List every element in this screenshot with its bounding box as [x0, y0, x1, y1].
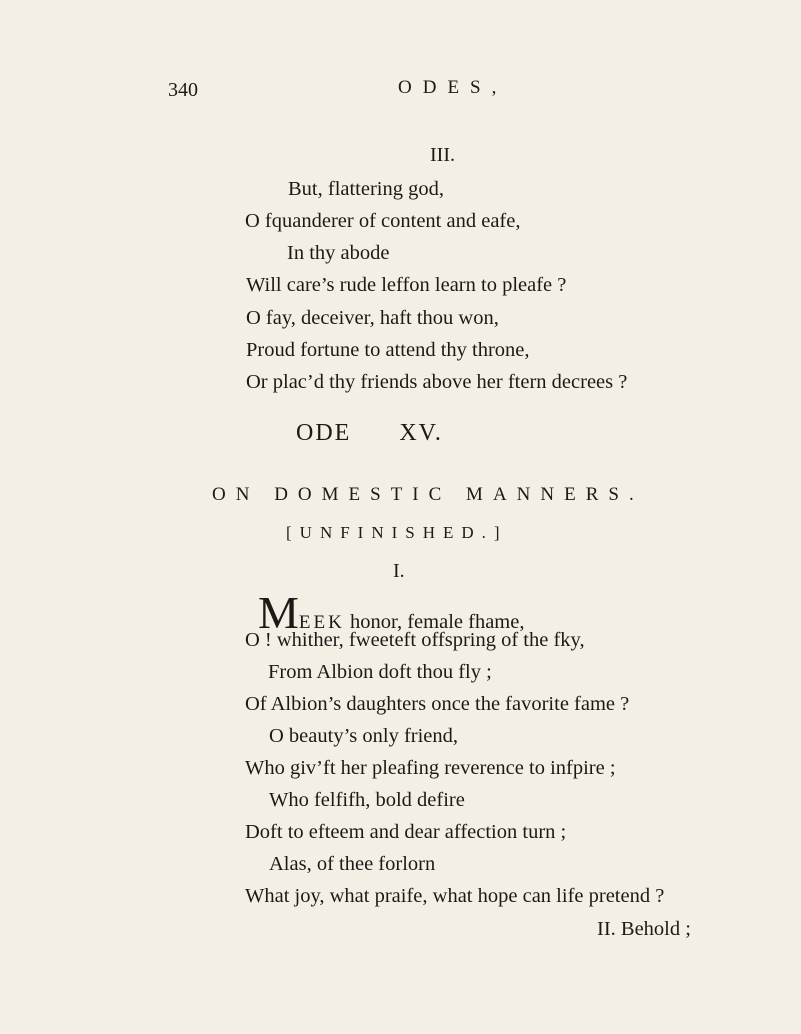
page-number: 340: [168, 79, 198, 101]
ode-subtitle: ON DOMESTIC MANNERS.: [212, 484, 644, 505]
verse-line: Alas, of thee forlorn: [269, 853, 436, 875]
ode-title: ODE XV.: [296, 420, 443, 446]
section-numeral-iii: III.: [430, 144, 455, 166]
verse-line: Or plac’d thy friends above her ftern decrees ?: [246, 371, 628, 393]
first-line-text: honor, female fhame,: [344, 611, 525, 633]
verse-line: What joy, what praife, what hope can life pretend ?: [245, 885, 665, 907]
drop-cap: M: [258, 587, 299, 638]
verse-line: O ! whither, fweeteft offspring of the fky,: [245, 629, 585, 651]
verse-line: Will care’s rude leffon learn to pleafe ?: [246, 274, 567, 296]
verse-line: O fquanderer of content and eafe,: [245, 210, 521, 232]
verse-line: Of Albion’s daughters once the favorite fame ?: [245, 693, 630, 715]
verse-line: But, flattering god,: [288, 178, 445, 200]
verse-line: O fay, deceiver, haft thou won,: [246, 307, 499, 329]
verse-line: Doft to efteem and dear affection turn ;: [245, 821, 567, 843]
running-head: ODES,: [398, 77, 508, 98]
first-word-caps: EEK: [298, 612, 345, 633]
verse-line: Proud fortune to attend thy throne,: [246, 339, 530, 361]
section-numeral-i: I.: [393, 560, 405, 582]
verse-line: In thy abode: [287, 242, 390, 264]
verse-line: O beauty’s only friend,: [269, 725, 459, 747]
unfinished-note: [UNFINISHED.]: [286, 523, 508, 542]
verse-line: Who giv’ft her pleafing reverence to infpire ;: [245, 757, 616, 779]
verse-line: From Albion doft thou fly ;: [268, 661, 492, 683]
catchword: II. Behold ;: [597, 918, 691, 940]
verse-line: Who felfifh, bold defire: [269, 789, 465, 811]
